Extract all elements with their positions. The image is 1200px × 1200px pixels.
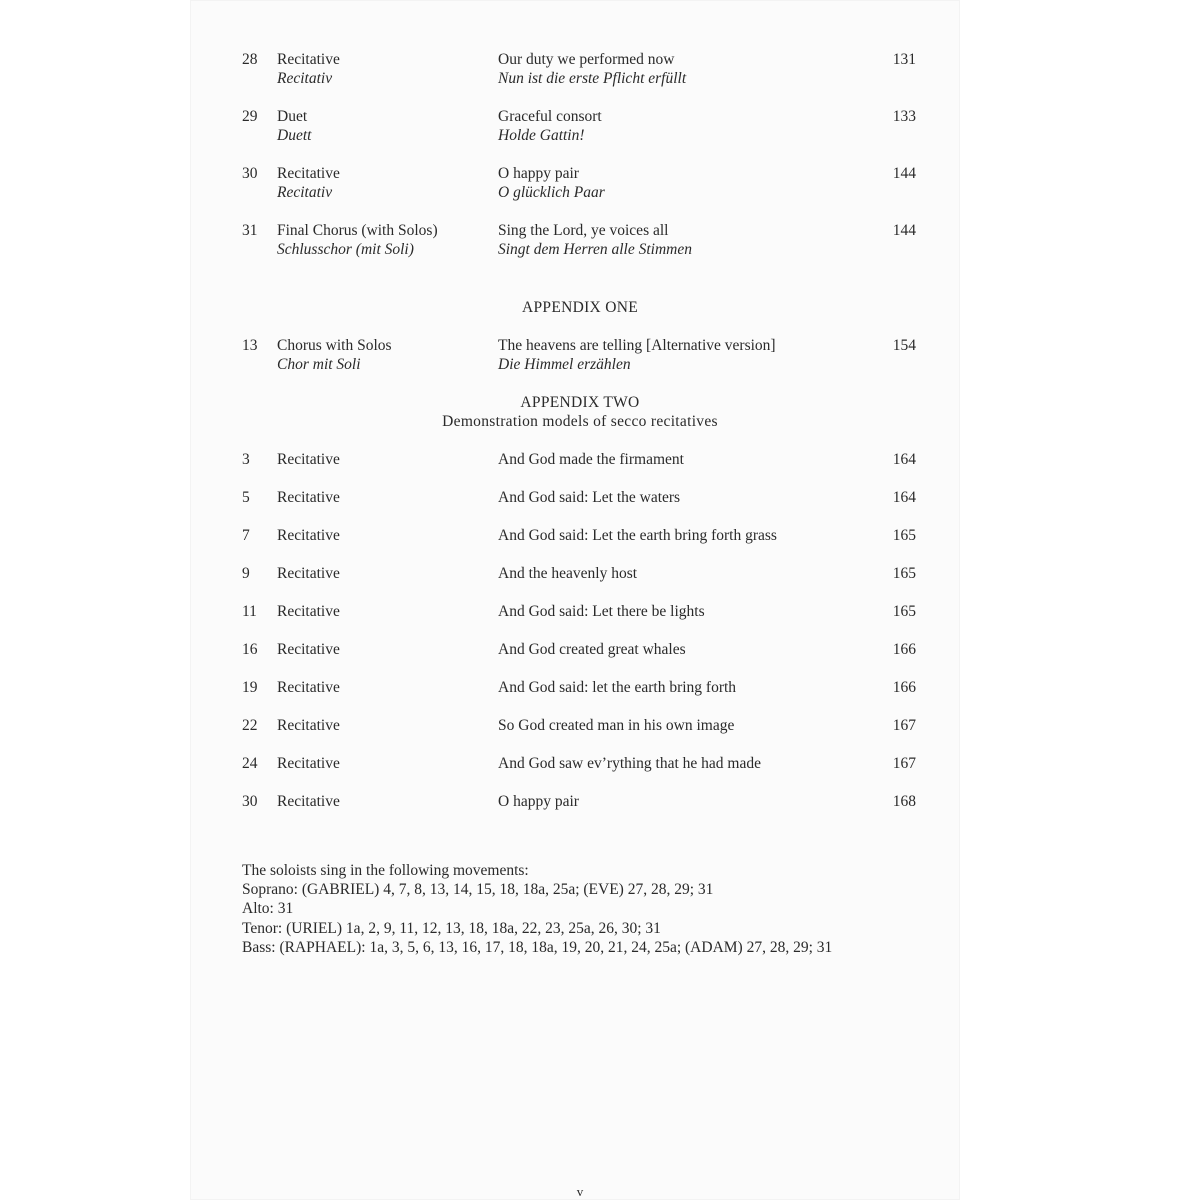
movement-type-en: Recitative	[277, 51, 340, 68]
movement-type-de: Recitativ	[277, 70, 333, 87]
movement-title-de: Singt dem Herren alle Stimmen	[498, 241, 692, 258]
movement-title: And God said: let the earth bring forth	[498, 679, 737, 696]
movement-type	[277, 50, 340, 88]
movement-title-de: Die Himmel erzählen	[498, 356, 631, 373]
movement-title: And God created great whales	[498, 641, 686, 658]
movement-number: 29	[242, 108, 258, 125]
movement-title-de: O glücklich Paar	[498, 184, 605, 201]
movement-title: And God said: Let the earth bring forth grass	[498, 527, 777, 544]
movement-number: 31	[242, 222, 258, 239]
movement-number: 11	[242, 603, 257, 620]
movement-type: Recitative	[277, 641, 340, 658]
movement-type	[277, 336, 392, 374]
movement-title: And God said: Let the waters	[498, 489, 681, 506]
movement-type: Recitative	[277, 603, 340, 620]
movement-title-de: Nun ist die erste Pflicht erfüllt	[498, 70, 687, 87]
movement-type: Recitative	[277, 527, 340, 544]
movement-number: 30	[242, 165, 258, 182]
appendix-one-heading: APPENDIX ONE	[522, 299, 638, 316]
movement-number: 30	[242, 793, 258, 810]
movement-type: Recitative	[277, 755, 340, 772]
movement-type: Recitative	[277, 489, 340, 506]
movement-number: 5	[242, 489, 250, 506]
page-number: 154	[892, 337, 916, 354]
movement-number: 9	[242, 565, 250, 582]
movement-title: And the heavenly host	[498, 565, 638, 582]
page-number: 165	[892, 603, 916, 620]
page-number: 166	[892, 679, 916, 696]
soloists-tenor: Tenor: (URIEL) 1a, 2, 9, 11, 12, 13, 18, 18a, 22, 23, 25a, 26, 30; 31	[242, 919, 661, 937]
movement-title-en: O happy pair	[498, 165, 579, 182]
appendix-two-heading: APPENDIX TWO	[520, 394, 640, 411]
movement-type-en: Final Chorus (with Solos)	[277, 222, 438, 239]
movement-title	[498, 107, 602, 145]
movement-title-en: The heavens are telling [Alternative version]	[498, 337, 776, 354]
movement-type: Recitative	[277, 717, 340, 734]
movement-title	[498, 221, 692, 259]
movement-title: And God made the firmament	[498, 451, 684, 468]
soloists-soprano: Soprano: (GABRIEL) 4, 7, 8, 13, 14, 15, 18, 18a, 25a; (EVE) 27, 28, 29; 31	[242, 881, 714, 899]
movement-type-en: Chorus with Solos	[277, 337, 392, 354]
movement-title: So God created man in his own image	[498, 717, 735, 734]
page-number: 164	[892, 489, 916, 506]
movement-title: And God said: Let there be lights	[498, 603, 705, 620]
movement-number: 16	[242, 641, 258, 658]
page-number: 144	[892, 165, 916, 182]
movement-title-en: Graceful consort	[498, 108, 602, 125]
page-folio: v	[576, 1184, 584, 1199]
page-number: 131	[892, 51, 916, 68]
movement-title: O happy pair	[498, 793, 579, 810]
movement-title: And God saw ev’rything that he had made	[498, 755, 762, 772]
movement-number: 7	[242, 527, 250, 544]
page-number: 167	[892, 755, 916, 772]
movement-type: Recitative	[277, 451, 340, 468]
movement-type-de: Duett	[277, 127, 312, 144]
movement-type	[277, 107, 311, 145]
movement-type-de: Recitativ	[277, 184, 333, 201]
appendix-two-subheading: Demonstration models of secco recitatives	[442, 413, 718, 430]
movement-title-en: Our duty we performed now	[498, 51, 675, 68]
movement-title-de: Holde Gattin!	[498, 127, 585, 144]
movement-number: 19	[242, 679, 258, 696]
movement-number: 24	[242, 755, 258, 772]
movement-type	[277, 221, 438, 259]
movement-type-en: Duet	[277, 108, 308, 125]
soloists-intro: The soloists sing in the following movements:	[242, 862, 529, 879]
movement-number: 22	[242, 717, 258, 734]
movement-number: 28	[242, 51, 258, 68]
page-number: 133	[892, 108, 916, 125]
movement-title	[498, 336, 776, 374]
page-number: 166	[892, 641, 916, 658]
page-number: 168	[892, 793, 916, 810]
soloists-notes	[242, 861, 832, 957]
movement-number: 3	[242, 451, 250, 468]
movement-type-en: Recitative	[277, 165, 340, 182]
soloists-alto: Alto: 31	[242, 900, 294, 918]
movement-type	[277, 164, 340, 202]
movement-title	[498, 50, 686, 88]
page-number: 165	[892, 565, 916, 582]
movement-title-en: Sing the Lord, ye voices all	[498, 222, 669, 239]
movement-type-de: Chor mit Soli	[277, 356, 361, 373]
movement-type: Recitative	[277, 793, 340, 810]
movement-type-de: Schlusschor (mit Soli)	[277, 241, 414, 258]
movement-title	[498, 164, 605, 202]
soloists-bass: Bass: (RAPHAEL): 1a, 3, 5, 6, 13, 16, 17, 18, 18a, 19, 20, 21, 24, 25a; (ADAM) 27, 28, 29; 31	[242, 938, 833, 956]
page-number: 164	[892, 451, 916, 468]
movement-number: 13	[242, 337, 258, 354]
page-number: 144	[892, 222, 916, 239]
movement-type: Recitative	[277, 679, 340, 696]
movement-type: Recitative	[277, 565, 340, 582]
page-number: 165	[892, 527, 916, 544]
page-number: 167	[892, 717, 916, 734]
